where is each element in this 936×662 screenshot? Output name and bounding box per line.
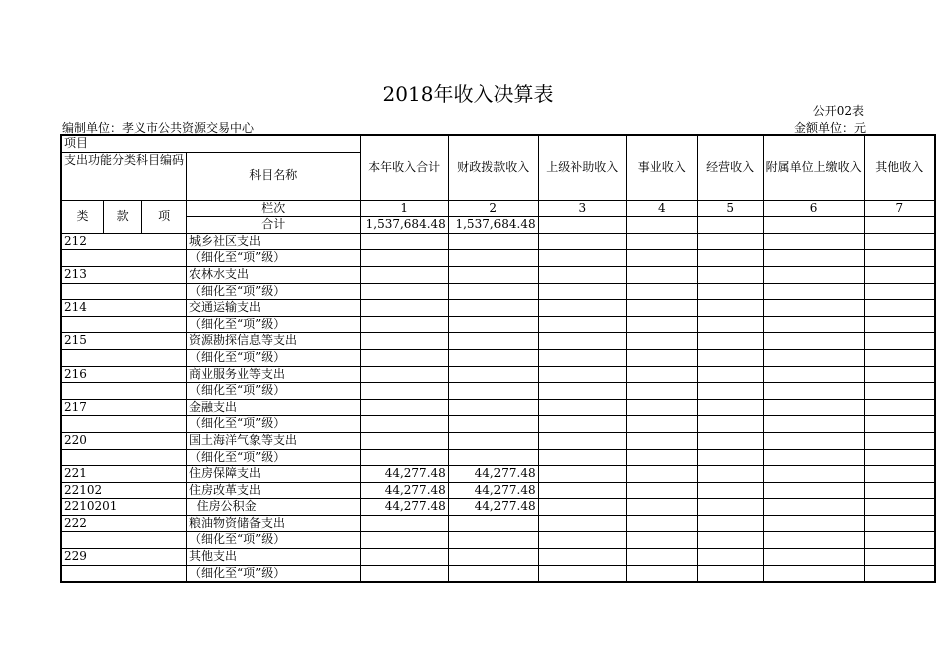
amount-cell xyxy=(360,300,448,317)
amount-cell xyxy=(763,432,864,449)
function-code-cell: 217 xyxy=(61,399,187,416)
subject-name-cell: 交通运输支出 xyxy=(187,300,361,317)
subject-name-cell: （细化至“项”级） xyxy=(187,250,361,267)
table-row xyxy=(61,333,935,350)
table-row xyxy=(61,532,935,549)
amount-cell xyxy=(697,482,763,499)
amount-cell xyxy=(697,565,763,582)
amount-cell: 44,277.48 xyxy=(360,482,448,499)
amount-cell xyxy=(360,532,448,549)
subject-name-cell: 住房保障支出 xyxy=(187,466,361,483)
amount-cell xyxy=(763,333,864,350)
amount-cell xyxy=(538,283,626,300)
subject-name-cell: （细化至“项”级） xyxy=(187,349,361,366)
amount-cell xyxy=(360,432,448,449)
amount-cell xyxy=(697,515,763,532)
table-row xyxy=(61,283,935,300)
amount-cell xyxy=(864,316,935,333)
amount-cell xyxy=(763,266,864,283)
subject-name-cell: （细化至“项”级） xyxy=(187,565,361,582)
amount-cell xyxy=(697,283,763,300)
amount-cell xyxy=(538,266,626,283)
amount-cell xyxy=(538,333,626,350)
function-code-cell: 220 xyxy=(61,432,187,449)
amount-cell xyxy=(626,499,697,516)
table-row xyxy=(61,432,935,449)
amount-cell xyxy=(538,250,626,267)
amount-cell xyxy=(538,366,626,383)
amount-cell xyxy=(538,432,626,449)
amount-cell xyxy=(626,482,697,499)
table-row xyxy=(61,349,935,366)
amount-cell xyxy=(626,349,697,366)
table-row xyxy=(61,366,935,383)
col-number: 5 xyxy=(697,200,763,217)
amount-cell: 44,277.48 xyxy=(360,466,448,483)
total-value xyxy=(864,217,935,234)
amount-cell xyxy=(864,283,935,300)
amount-cell xyxy=(448,333,538,350)
amount-cell xyxy=(763,316,864,333)
report-title: 2018年收入决算表 xyxy=(382,82,554,106)
amount-cell xyxy=(360,250,448,267)
function-code-cell xyxy=(61,532,187,549)
amount-cell xyxy=(360,266,448,283)
amount-cell xyxy=(538,300,626,317)
total-value xyxy=(538,217,626,234)
amount-cell xyxy=(697,383,763,400)
amount-cell xyxy=(538,316,626,333)
total-label: 合计 xyxy=(187,217,361,234)
amount-cell xyxy=(864,532,935,549)
column-header-5: 经营收入 xyxy=(697,135,763,200)
total-row xyxy=(61,217,935,234)
function-code-cell xyxy=(61,383,187,400)
amount-cell xyxy=(763,300,864,317)
amount-cell xyxy=(697,466,763,483)
function-code-cell xyxy=(61,416,187,433)
amount-cell xyxy=(864,300,935,317)
table-row xyxy=(61,482,935,499)
amount-cell xyxy=(448,432,538,449)
amount-cell xyxy=(763,250,864,267)
function-code-cell: 221 xyxy=(61,466,187,483)
table-row xyxy=(61,250,935,267)
subject-name-cell: （细化至“项”级） xyxy=(187,316,361,333)
amount-cell xyxy=(360,233,448,250)
table-row xyxy=(61,449,935,466)
amount-cell xyxy=(763,499,864,516)
amount-cell: 44,277.48 xyxy=(448,466,538,483)
amount-cell xyxy=(448,416,538,433)
amount-cell xyxy=(697,549,763,566)
subject-name-header: 科目名称 xyxy=(187,152,361,200)
function-code-cell: 215 xyxy=(61,333,187,350)
table-row xyxy=(61,499,935,516)
function-code-cell: 222 xyxy=(61,515,187,532)
amount-cell xyxy=(448,316,538,333)
amount-cell xyxy=(360,565,448,582)
amount-cell xyxy=(864,466,935,483)
amount-cell xyxy=(448,549,538,566)
amount-cell xyxy=(448,250,538,267)
amount-cell: 44,277.48 xyxy=(448,499,538,516)
total-value: 1,537,684.48 xyxy=(360,217,448,234)
amount-cell xyxy=(538,482,626,499)
amount-cell xyxy=(697,532,763,549)
amount-cell xyxy=(763,549,864,566)
row-number-label: 栏次 xyxy=(187,200,361,217)
amount-cell xyxy=(626,449,697,466)
amount-cell xyxy=(626,266,697,283)
amount-cell xyxy=(697,250,763,267)
table-row xyxy=(61,383,935,400)
amount-cell xyxy=(697,416,763,433)
amount-cell xyxy=(538,349,626,366)
amount-cell xyxy=(864,565,935,582)
header-row-item xyxy=(61,135,935,152)
amount-cell xyxy=(626,233,697,250)
func-code-header: 支出功能分类科目编码 xyxy=(61,152,187,200)
amount-cell xyxy=(697,333,763,350)
amount-cell xyxy=(538,549,626,566)
amount-cell xyxy=(864,499,935,516)
subject-name-cell: 住房改革支出 xyxy=(187,482,361,499)
amount-cell xyxy=(626,300,697,317)
amount-cell xyxy=(626,366,697,383)
subject-name-cell: 其他支出 xyxy=(187,549,361,566)
amount-cell xyxy=(538,233,626,250)
subject-name-cell: 城乡社区支出 xyxy=(187,233,361,250)
amount-cell xyxy=(626,250,697,267)
amount-cell xyxy=(697,499,763,516)
function-code-cell: 213 xyxy=(61,266,187,283)
amount-cell xyxy=(538,532,626,549)
amount-cell xyxy=(763,283,864,300)
amount-cell xyxy=(626,549,697,566)
amount-cell xyxy=(360,349,448,366)
amount-cell xyxy=(864,266,935,283)
col-number: 4 xyxy=(626,200,697,217)
column-header-1: 本年收入合计 xyxy=(360,135,448,200)
amount-cell xyxy=(763,416,864,433)
amount-cell xyxy=(864,383,935,400)
amount-cell xyxy=(763,532,864,549)
col-number: 1 xyxy=(360,200,448,217)
subject-name-cell: （细化至“项”级） xyxy=(187,532,361,549)
amount-cell: 44,277.48 xyxy=(360,499,448,516)
function-code-cell xyxy=(61,449,187,466)
amount-cell xyxy=(360,283,448,300)
amount-unit-label: 金额单位：元 xyxy=(793,121,866,135)
header-item-cell: 项目 xyxy=(61,135,360,152)
form-number: 公开02表 xyxy=(812,104,864,118)
amount-cell xyxy=(448,233,538,250)
amount-cell xyxy=(626,316,697,333)
amount-cell xyxy=(360,515,448,532)
table-row xyxy=(61,300,935,317)
amount-cell xyxy=(763,233,864,250)
amount-cell xyxy=(697,316,763,333)
subject-name-cell: （细化至“项”级） xyxy=(187,283,361,300)
amount-cell xyxy=(360,316,448,333)
column-header-3: 上级补助收入 xyxy=(538,135,626,200)
amount-cell xyxy=(626,333,697,350)
subject-name-cell: （细化至“项”级） xyxy=(187,449,361,466)
subject-name-cell: 金融支出 xyxy=(187,399,361,416)
amount-cell xyxy=(448,449,538,466)
amount-cell xyxy=(448,366,538,383)
function-code-cell xyxy=(61,250,187,267)
total-value xyxy=(697,217,763,234)
amount-cell xyxy=(448,565,538,582)
subject-name-cell: 商业服务业等支出 xyxy=(187,366,361,383)
amount-cell xyxy=(864,549,935,566)
column-header-7: 其他收入 xyxy=(864,135,935,200)
amount-cell xyxy=(763,482,864,499)
subject-name-cell: （细化至“项”级） xyxy=(187,383,361,400)
function-code-cell xyxy=(61,565,187,582)
amount-cell xyxy=(697,300,763,317)
amount-cell xyxy=(360,383,448,400)
amount-cell xyxy=(360,333,448,350)
subject-name-cell: 资源勘探信息等支出 xyxy=(187,333,361,350)
amount-cell xyxy=(448,300,538,317)
table-row xyxy=(61,515,935,532)
amount-cell xyxy=(763,383,864,400)
subject-name-cell: 农林水支出 xyxy=(187,266,361,283)
amount-cell xyxy=(864,449,935,466)
amount-cell xyxy=(864,233,935,250)
subject-name-cell: （细化至“项”级） xyxy=(187,416,361,433)
amount-cell xyxy=(448,399,538,416)
function-code-cell: 22102 xyxy=(61,482,187,499)
amount-cell xyxy=(864,482,935,499)
header-row-numbers xyxy=(61,200,935,217)
function-code-cell: 229 xyxy=(61,549,187,566)
amount-cell xyxy=(538,399,626,416)
amount-cell xyxy=(763,449,864,466)
col-number: 2 xyxy=(448,200,538,217)
table-row xyxy=(61,399,935,416)
amount-cell xyxy=(538,466,626,483)
amount-cell xyxy=(538,499,626,516)
amount-cell xyxy=(538,565,626,582)
table-row xyxy=(61,416,935,433)
amount-cell xyxy=(360,399,448,416)
amount-cell xyxy=(448,283,538,300)
amount-cell xyxy=(360,366,448,383)
amount-cell xyxy=(626,532,697,549)
amount-cell xyxy=(626,466,697,483)
amount-cell xyxy=(763,565,864,582)
table-row xyxy=(61,466,935,483)
column-header-6: 附属单位上缴收入 xyxy=(763,135,864,200)
function-code-cell xyxy=(61,283,187,300)
amount-cell xyxy=(763,366,864,383)
amount-cell xyxy=(697,366,763,383)
amount-cell xyxy=(538,449,626,466)
amount-cell xyxy=(697,399,763,416)
amount-cell xyxy=(626,383,697,400)
amount-cell xyxy=(697,432,763,449)
col-number: 7 xyxy=(864,200,935,217)
table-row xyxy=(61,549,935,566)
function-code-cell: 212 xyxy=(61,233,187,250)
amount-cell xyxy=(864,366,935,383)
column-header-2: 财政拨款收入 xyxy=(448,135,538,200)
data-rows xyxy=(61,233,935,582)
amount-cell xyxy=(864,250,935,267)
amount-cell xyxy=(697,266,763,283)
amount-cell xyxy=(626,283,697,300)
function-code-cell xyxy=(61,316,187,333)
amount-cell xyxy=(864,515,935,532)
amount-cell xyxy=(763,515,864,532)
subject-name-cell: 粮油物资储备支出 xyxy=(187,515,361,532)
total-value xyxy=(763,217,864,234)
table-row xyxy=(61,233,935,250)
function-code-cell: 216 xyxy=(61,366,187,383)
subject-name-cell: 住房公积金 xyxy=(187,499,361,516)
col-number: 3 xyxy=(538,200,626,217)
function-code-cell: 2210201 xyxy=(61,499,187,516)
amount-cell xyxy=(864,333,935,350)
xiang-header: 项 xyxy=(142,200,187,233)
column-header-4: 事业收入 xyxy=(626,135,697,200)
table-row xyxy=(61,266,935,283)
amount-cell: 44,277.48 xyxy=(448,482,538,499)
kuan-header: 款 xyxy=(104,200,142,233)
lei-header: 类 xyxy=(61,200,104,233)
col-number: 6 xyxy=(763,200,864,217)
amount-cell xyxy=(448,532,538,549)
amount-cell xyxy=(626,565,697,582)
total-value: 1,537,684.48 xyxy=(448,217,538,234)
amount-cell xyxy=(626,416,697,433)
amount-cell xyxy=(697,349,763,366)
amount-cell xyxy=(360,416,448,433)
amount-cell xyxy=(538,383,626,400)
amount-cell xyxy=(626,515,697,532)
amount-cell xyxy=(864,399,935,416)
amount-cell xyxy=(626,399,697,416)
function-code-cell: 214 xyxy=(61,300,187,317)
table-row xyxy=(61,565,935,582)
amount-cell xyxy=(697,233,763,250)
total-value xyxy=(626,217,697,234)
amount-cell xyxy=(864,432,935,449)
amount-cell xyxy=(448,383,538,400)
amount-cell xyxy=(697,449,763,466)
amount-cell xyxy=(763,399,864,416)
amount-cell xyxy=(360,549,448,566)
income-statement-table xyxy=(60,134,936,583)
amount-cell xyxy=(448,349,538,366)
function-code-cell xyxy=(61,349,187,366)
subject-name-cell: 国土海洋气象等支出 xyxy=(187,432,361,449)
amount-cell xyxy=(864,349,935,366)
amount-cell xyxy=(538,416,626,433)
amount-cell xyxy=(763,349,864,366)
amount-cell xyxy=(360,449,448,466)
amount-cell xyxy=(538,515,626,532)
amount-cell xyxy=(448,266,538,283)
amount-cell xyxy=(626,432,697,449)
amount-cell xyxy=(763,466,864,483)
table-row xyxy=(61,316,935,333)
organization-label: 编制单位：孝义市公共资源交易中心 xyxy=(62,121,255,135)
amount-cell xyxy=(448,515,538,532)
amount-cell xyxy=(864,416,935,433)
